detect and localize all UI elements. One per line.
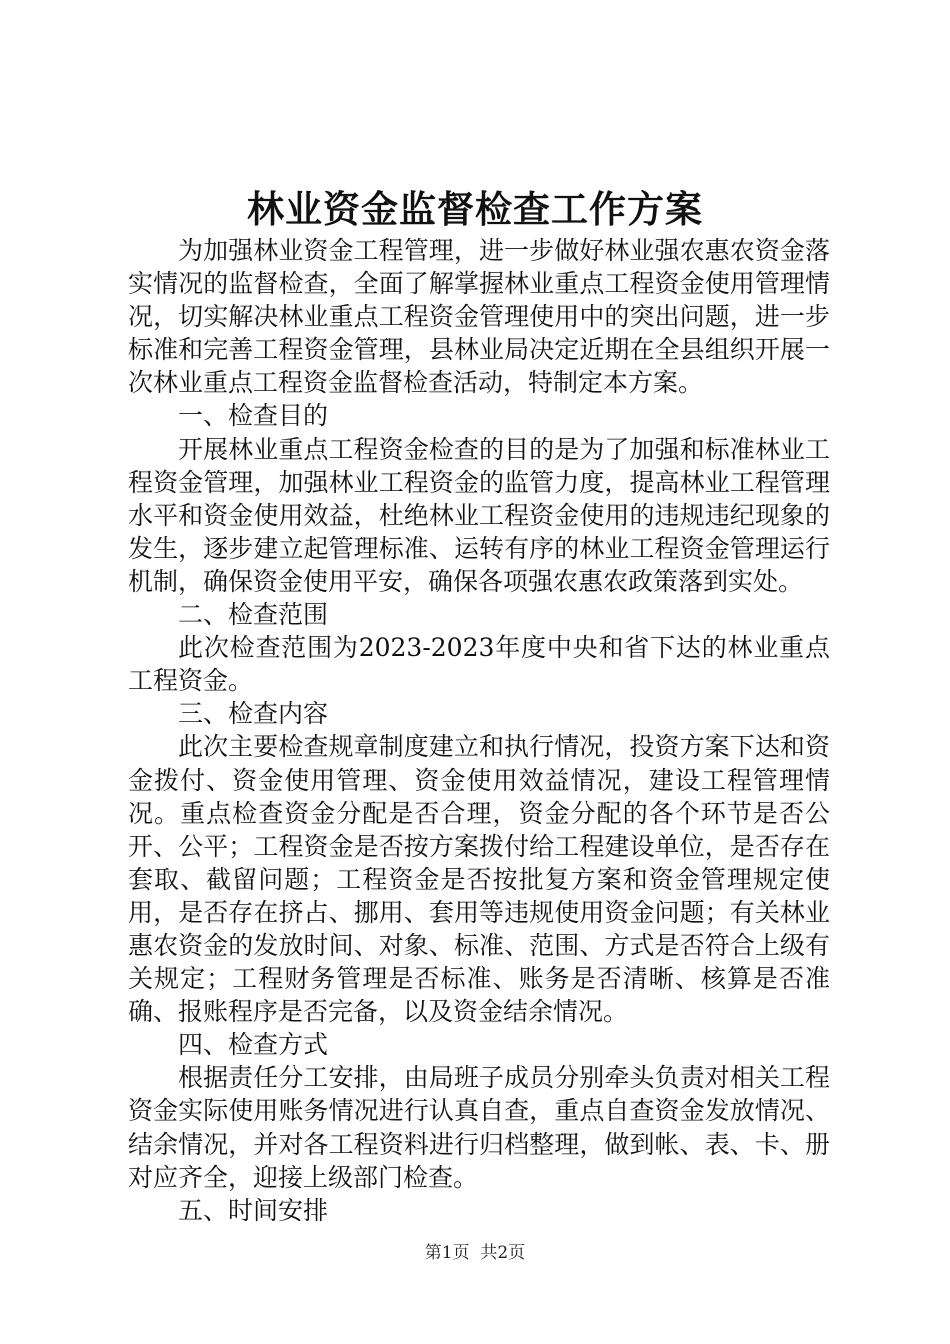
scope-paragraph: 此次检查范围为2023-2023年度中央和省下达的林业重点工程资金。 (128, 633, 830, 696)
method-paragraph: 根据责任分工安排，由局班子成员分别牵头负责对相关工程资金实际使用账务情况进行认真自查，重点自查资金发放情况、结余情况，并对各工程资料进行归档整理，做到帐、表、卡、册对应齐全，迎接上级部门检查。 (128, 1063, 830, 1192)
content-paragraph: 此次主要检查规章制度建立和执行情况，投资方案下达和资金拨付、资金使用管理、资金使用效益情况，建设工程管理情况。重点检查资金分配是否合理，资金分配的各个环节是否公开、公平；工程资金是否按方案拨付给工程建设单位，是否存在套取、截留问题；工程资金是否按批复方案和资金管理规定使用，是否存在挤占、挪用、套用等违规使用资金问题；有关林业惠农资金的发放时间、对象、标准、范围、方式是否符合上级有关规定；工程财务管理是否标准、账务是否清晰、核算是否准确、报账程序是否完备，以及资金结余情况。 (128, 732, 830, 1027)
page-footer (0, 1241, 950, 1265)
intro-paragraph: 为加强林业资金工程管理，进一步做好林业强农惠农资金落实情况的监督检查，全面了解掌握林业重点工程资金使用管理情况，切实解决林业重点工程资金管理使用中的突出问题，进一步标准和完善工程资金管理，县林业局决定近期在全县组织开展一次林业重点工程资金监督检查活动，特制定本方案。 (128, 236, 830, 398)
section-heading-scope: 二、检查范围 (178, 600, 329, 630)
document-body (128, 234, 830, 1227)
section-heading-method: 四、检查方式 (178, 1030, 329, 1060)
section-heading-schedule: 五、时间安排 (178, 1195, 329, 1225)
page-number-label: 第1页 共2页 (424, 1243, 526, 1263)
section-heading-purpose: 一、检查目的 (178, 401, 329, 431)
purpose-paragraph: 开展林业重点工程资金检查的目的是为了加强和标准林业工程资金管理，加强林业工程资金的监管力度，提高林业工程管理水平和资金使用效益，杜绝林业工程资金使用的违规违纪现象的发生，逐步建立起管理标准、运转有序的林业工程资金管理运行机制，确保资金使用平安，确保各项强农惠农政策落到实处。 (128, 434, 830, 596)
section-heading-content: 三、检查内容 (178, 699, 329, 729)
document-title: 林业资金监督检查工作方案 (247, 187, 703, 231)
